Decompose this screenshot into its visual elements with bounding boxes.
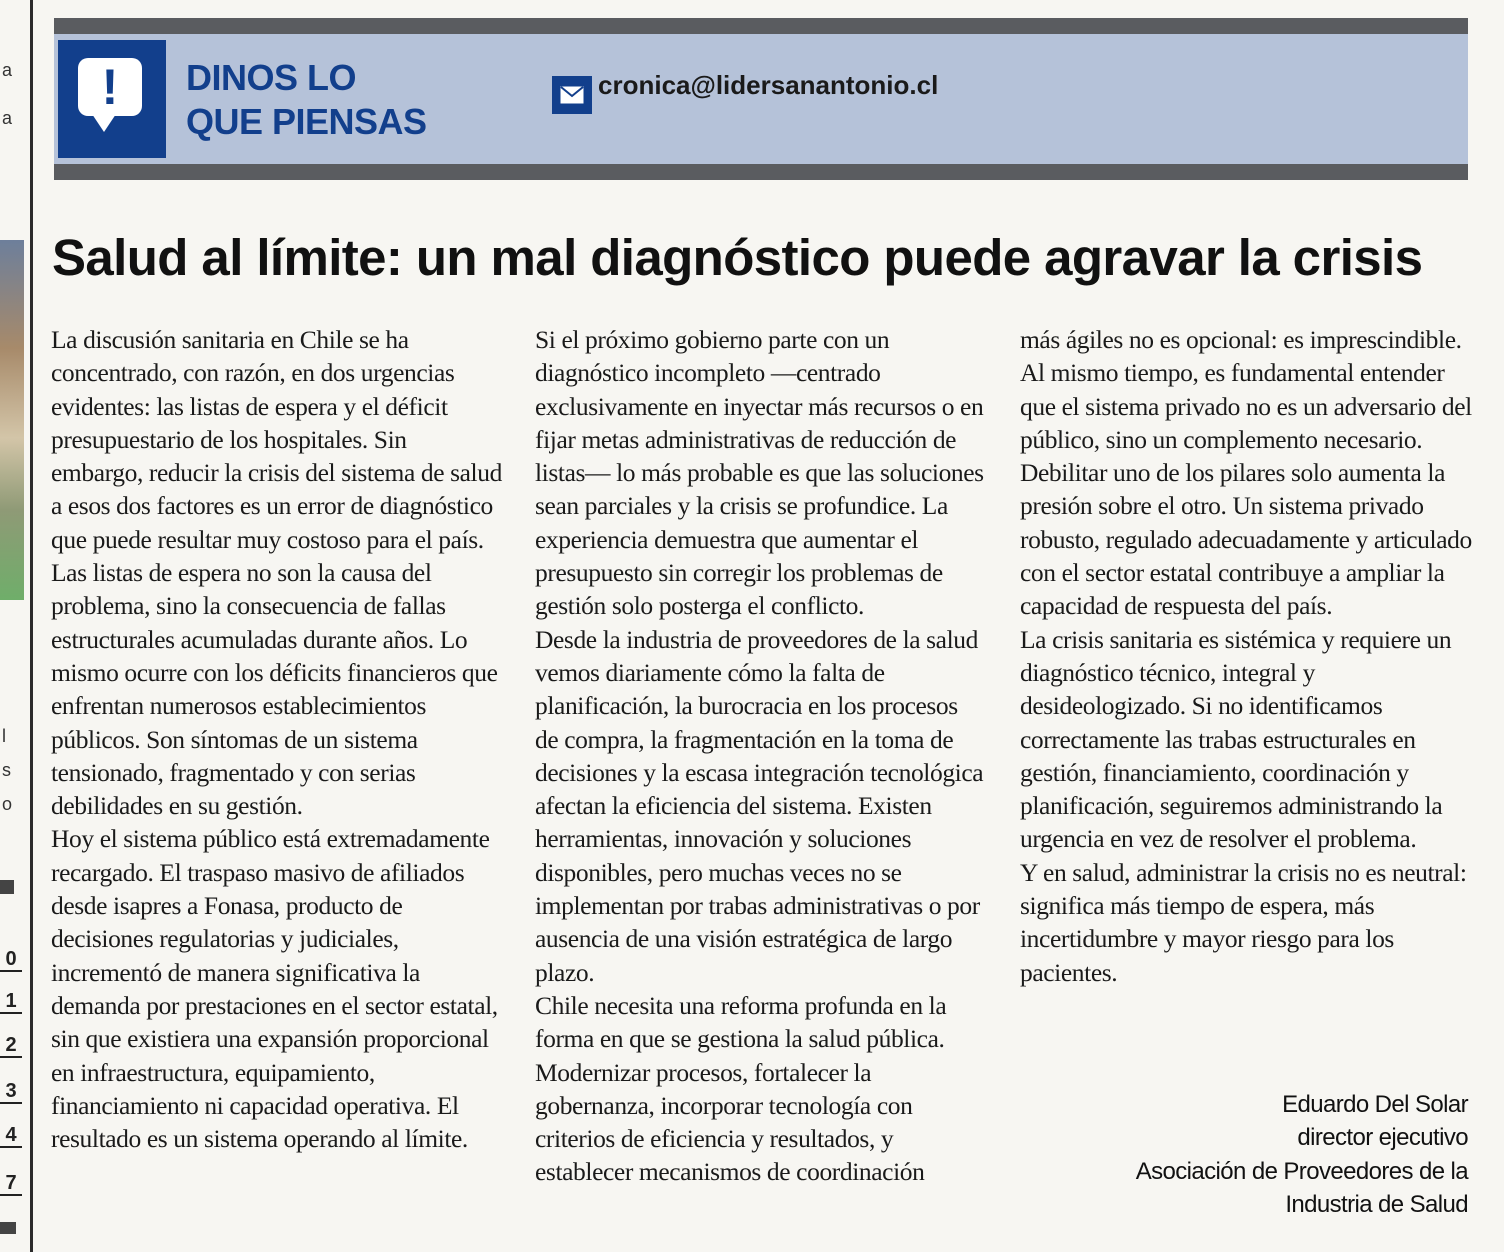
article-paragraph: más ágiles no es opcional: es imprescindible. [1020, 325, 1462, 354]
margin-number: 3 [0, 1080, 22, 1104]
banner-top-rule [54, 18, 1468, 34]
article-paragraph: La crisis sanitaria es sistémica y requiere un diagnóstico técnico, integral y desideologizado. Si no identificamos correctamente las trabas estructurales en gestión, financiamiento, coordinación y planificación, seguiremos administrando la urgencia en vez de resolver el problema. [1020, 624, 1452, 854]
margin-mark [0, 880, 14, 894]
article-column-1 [51, 323, 503, 1155]
banner-title-line: DINOS LO [186, 57, 357, 98]
article-paragraph: Y en salud, administrar la crisis no es neutral: significa más tiempo de espera, más incertidumbre y mayor riesgo para los pacientes. [1020, 857, 1467, 987]
margin-char: s [2, 760, 11, 780]
article-paragraph: Las listas de espera no son la causa del problema, sino la consecuencia de fallas estructurales acumuladas durante años. Lo mismo ocurre con los déficits financieros que enfrentan numerosos establecimientos públicos. Son síntomas de un sistema tensionado, fragmentado y con serias debilidades en su gestión. [51, 558, 498, 821]
margin-char: o [2, 794, 13, 814]
contact-email-link[interactable]: cronica@lidersanantonio.cl [598, 70, 939, 100]
article-paragraph: Hoy el sistema público está extremadamente recargado. El traspaso masivo de afiliados desde isapres a Fonasa, producto de decisiones regulatorias y judiciales, incrementó de manera significativa la demanda por prestaciones en el sector estatal, sin que existiera una expansión proporcional en infraestructura, equipamiento, financiamiento ni capacidad operativa. El resultado es un sistema operando al límite. [51, 824, 498, 1154]
margin-char: a [2, 60, 13, 80]
article-paragraph: Si el próximo gobierno parte con un diagnóstico incompleto —centrado exclusivamente en inyectar más recursos o en fijar metas administrativas de reducción de listas— lo más probable es que las soluciones sean parciales y la crisis se profundice. La experiencia demuestra que aumentar el presupuesto sin corregir los problemas de gestión solo posterga el conflicto. [535, 325, 984, 621]
article-paragraph: La discusión sanitaria en Chile se ha concentrado, con razón, en dos urgencias evidentes: las listas de espera y el déficit presupuestario de los hospitales. Sin embargo, reducir la crisis del sistema de salud a esos dos factores es un error de diagnóstico que puede resultar muy costoso para el país. [51, 325, 502, 554]
author-organization: Asociación de Proveedores de la [1135, 1157, 1468, 1185]
envelope-icon [552, 76, 592, 114]
author-role: director ejecutivo [1297, 1124, 1468, 1152]
margin-number: 7 [0, 1172, 22, 1196]
article-paragraph: Chile necesita una reforma profunda en la forma en que se gestiona la salud pública. Modernizar procesos, fortalecer la gobernanza, incorporar tecnología con criterios de eficiencia y resultados, y establecer mecanismos de coordinación [535, 990, 947, 1187]
article-headline: Salud al límite: un mal diagnóstico puede agravar la crisis [52, 229, 1423, 286]
author-name: Eduardo Del Solar [1282, 1091, 1468, 1118]
margin-char: l [2, 726, 6, 746]
banner-title-line: QUE PIENSAS [186, 101, 427, 142]
article-paragraph: Al mismo tiempo, es fundamental entender que el sistema privado no es un adversario del público, sino un complemento necesario. Debilitar uno de los pilares solo aumenta la presión sobre el otro. Un sistema privado robusto, regulado adecuadamente y articulado con el sector estatal contribuye a ampliar la capacidad de respuesta del país. [1020, 358, 1472, 621]
speech-bubble-exclamation-icon: ! [78, 58, 142, 116]
column-divider [30, 0, 33, 1252]
author-organization: Industria de Salud [1285, 1190, 1468, 1218]
margin-number: 2 [0, 1034, 22, 1058]
margin-number: 1 [0, 990, 22, 1014]
article-column-2 [535, 323, 987, 1189]
banner-bottom-rule [54, 164, 1468, 180]
margin-char: a [2, 108, 13, 128]
adjacent-photo-sliver [0, 240, 24, 600]
alert-badge [58, 40, 166, 158]
author-signature [1020, 1088, 1468, 1221]
margin-mark [0, 1222, 16, 1234]
article-column-3 [1020, 323, 1472, 989]
banner-title [186, 56, 466, 144]
margin-number: 0 [0, 948, 22, 972]
article-paragraph: Desde la industria de proveedores de la salud vemos diariamente cómo la falta de planificación, la burocracia en los procesos de compra, la fragmentación en la toma de decisiones y la escasa integración tecnológica afectan la eficiencia del sistema. Existen herramientas, innovación y soluciones disponibles, pero muchas veces no se implementan por trabas administrativas o por ausencia de una visión estratégica de largo plazo. [535, 624, 984, 987]
margin-number: 4 [0, 1124, 22, 1148]
